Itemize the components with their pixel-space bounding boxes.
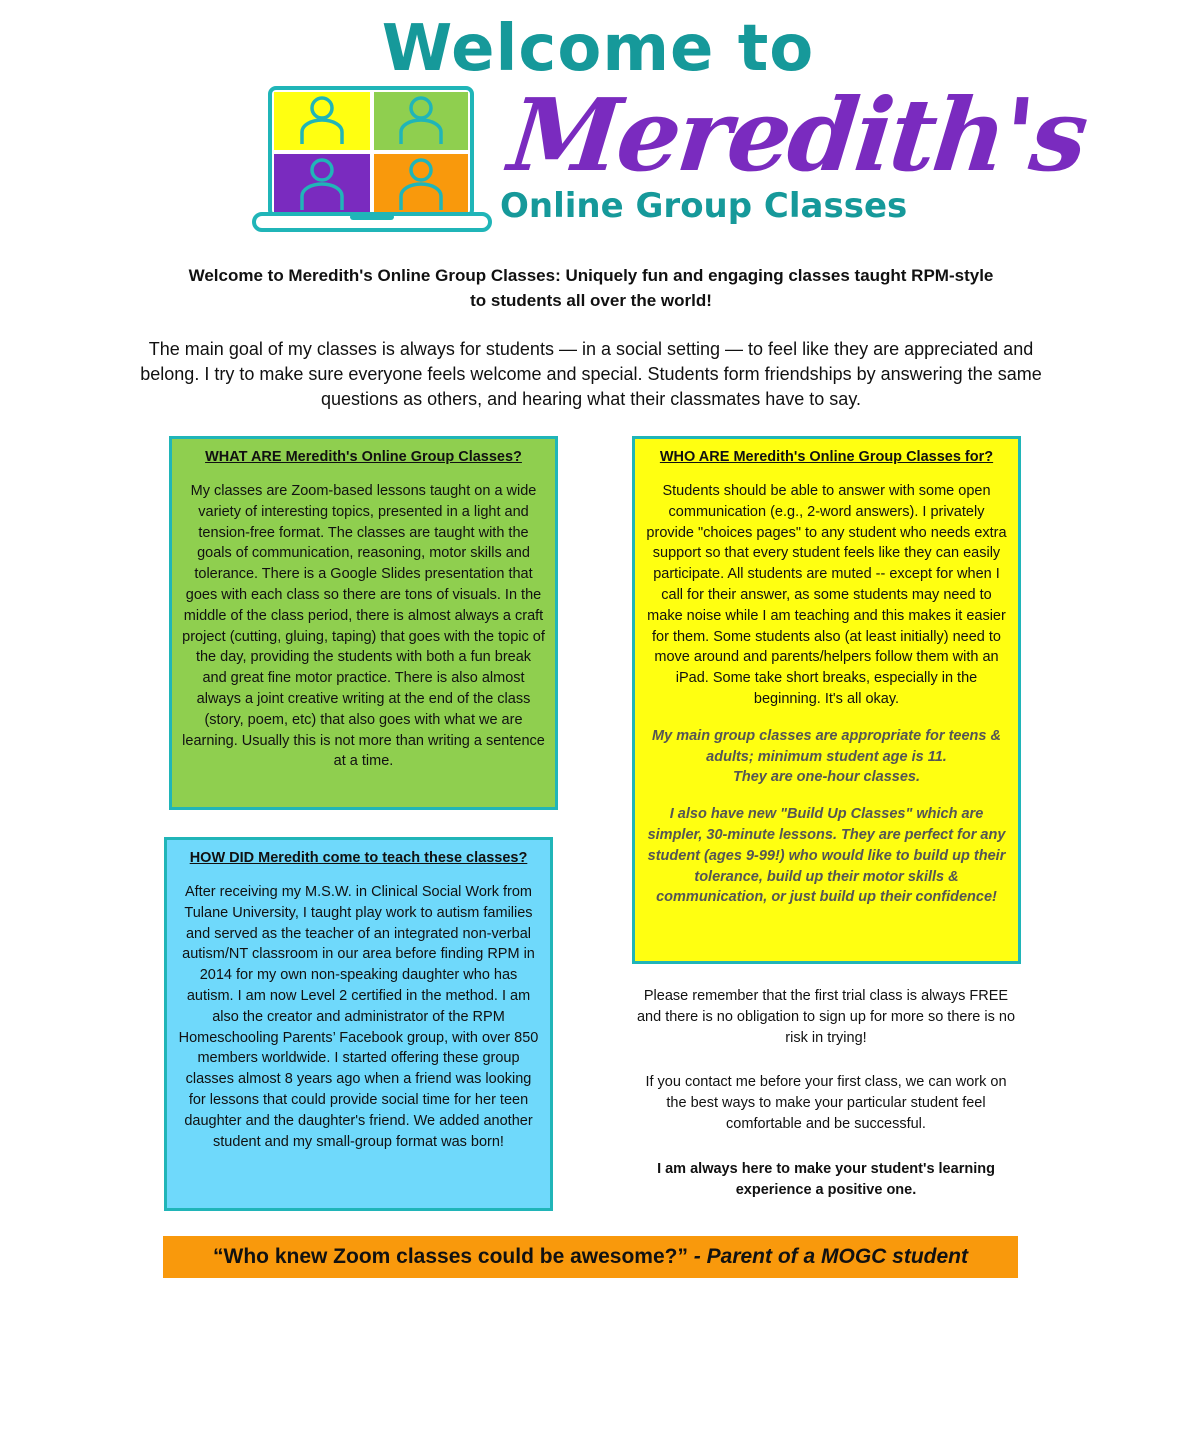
how-title: HOW DID Meredith come to teach these classes?	[189, 850, 528, 866]
who-main-classes	[645, 726, 1008, 788]
who-main-duration: They are one-hour classes.	[733, 769, 920, 786]
how-body: After receiving my M.S.W. in Clinical Social Work from Tulane University, I taught play work to autism families and served as the teacher of an integrated non-verbal autism/NT classroom in our area before finding RPM in 2014 for my own non-speaking daughter who has autism. I am now Level 2 certified in the method. I am also the creator and administrator of the RPM Homeschooling Parents’ Facebook group, with over 850 members worldwide. I started offering these group classes almost 8 years ago when a friend was looking for lessons that could provide social time for her teen daughter and the daughter's friend. We added another student and my small-group format was born!	[178, 884, 539, 1150]
intro-paragraph: The main goal of my classes is always for students — in a social setting — to feel like they are appreciated and belong. I try to make sure everyone feels welcome and special. Students form friendships by answering the same questions as others, and hearing what their classmates have to say.	[140, 339, 1042, 409]
contact-note: If you contact me before your first class, we can work on the best ways to make your particular student feel comfortable and be successful.	[645, 1074, 1007, 1132]
what-title: WHAT ARE Meredith's Online Group Classes?	[205, 449, 522, 465]
what-body: My classes are Zoom-based lessons taught on a wide variety of interesting topics, presented in a light and tension-free format. The classes are taught with the goals of communication, reasoning, motor skills and tolerance. There is a Google Slides presentation that goes with each class so there are tons of visuals. In the middle of the class period, there is almost always a craft project (cutting, gluing, taping) that goes with the topic of the day, providing the students with both a fun break and great fine motor practice. There is also almost always a joint creative writing at the end of the class (story, poem, etc) that also goes with what we are learning. Usually this is not more than writing a sentence at a time.	[182, 483, 545, 770]
who-body: Students should be able to answer with some open communication (e.g., 2-word answers). I privately provide "choices pages" to any student who needs extra support so that every student feels like they can easily participate. All students are muted -- except for when I call for their answer, as some students may need to make noise while I am teaching and this makes it easier for them. Some students also (at least initially) need to move around and parents/helpers follow them with an iPad. Some take short breaks, especially in the beginning. It's all okay.	[646, 483, 1007, 707]
trial-note: Please remember that the first trial class is always FREE and there is no obligation to sign up for more so there is no risk in trying!	[636, 988, 1016, 1046]
who-title: WHO ARE Meredith's Online Group Classes for?	[659, 449, 994, 465]
what-box	[169, 436, 558, 810]
how-box	[164, 837, 553, 1211]
header	[0, 0, 1196, 240]
closing-note: I am always here to make your student's learning experience a positive one.	[657, 1160, 995, 1198]
brand-name: Meredith's	[503, 76, 1091, 194]
who-main-classes-text: My main group classes are appropriate for teens & adults; minimum student age is 11.	[652, 727, 1001, 765]
intro-headline: Welcome to Meredith's Online Group Classes: Uniquely fun and engaging classes taught RPM-style to students all over the world!	[188, 266, 994, 310]
testimonial-attribution: - Parent of a MOGC student	[687, 1245, 968, 1268]
brand-subtitle: Online Group Classes	[500, 186, 908, 226]
who-box	[632, 436, 1021, 964]
welcome-heading: Welcome to	[381, 12, 815, 86]
testimonial-quote: “Who knew Zoom classes could be awesome?”	[213, 1245, 688, 1268]
testimonial-banner	[163, 1236, 1018, 1278]
who-build-up: I also have new "Build Up Classes" which are simpler, 30-minute lessons. They are perfect for any student (ages 9-99!) who would like to build up their tolerance, build up their motor skills & communication, or just build up their confidence!	[647, 806, 1006, 906]
laptop-logo-icon	[252, 86, 492, 234]
side-notes	[636, 986, 1016, 1224]
